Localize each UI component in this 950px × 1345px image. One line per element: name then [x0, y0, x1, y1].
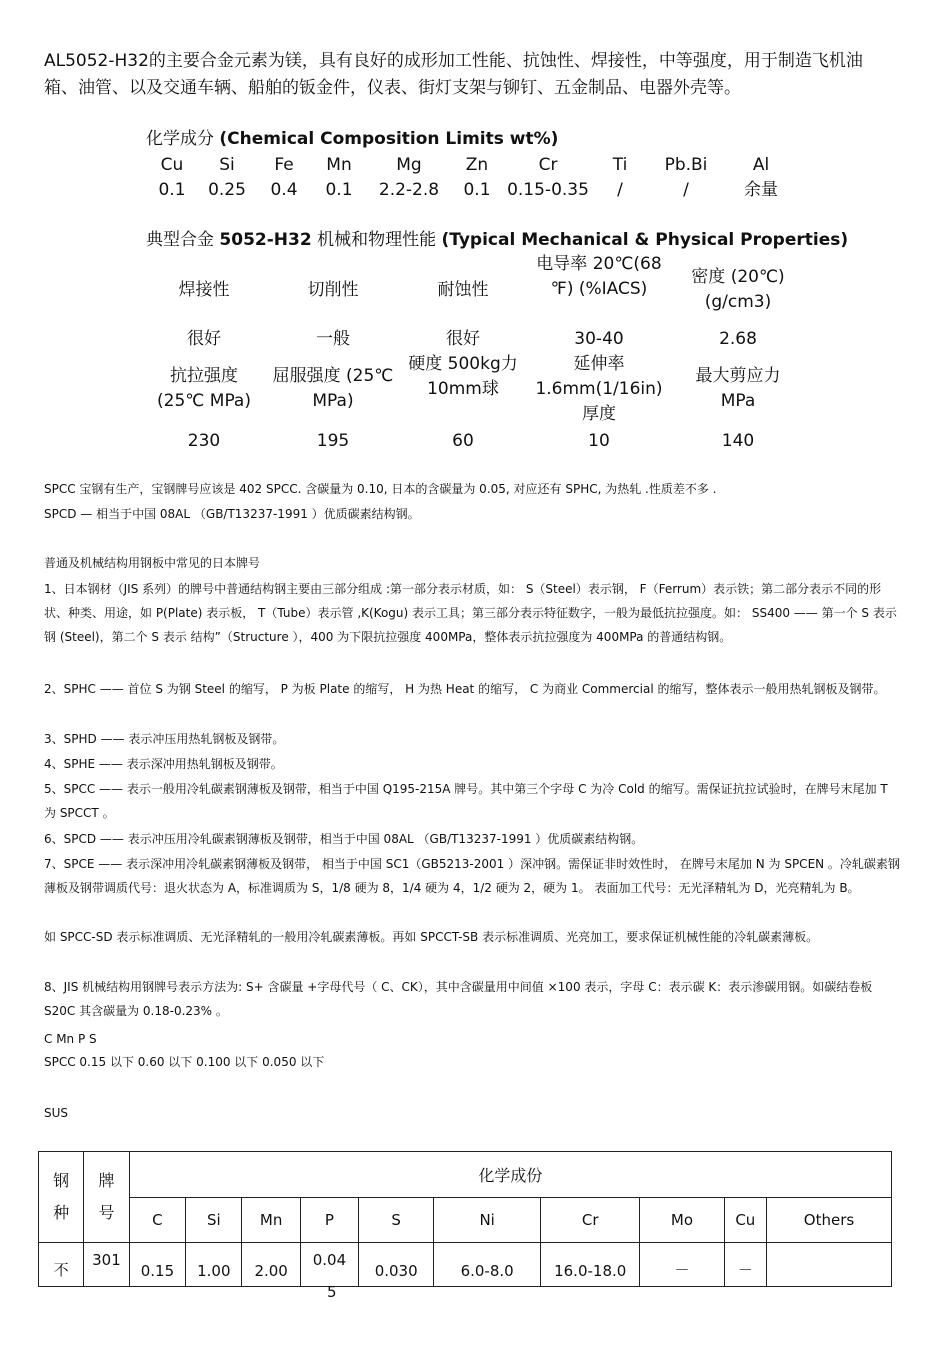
- sus-value-cell: 6.0-8.0: [434, 1243, 541, 1287]
- note-spcd: SPCD — 相当于中国 08AL （GB/T13237-1991 ）优质碳素结构钢。: [44, 507, 420, 521]
- mech-title-alloy: 5052-H32: [219, 230, 312, 250]
- mech-title-en: (Typical Mechanical & Physical Properties): [441, 230, 849, 250]
- mech-value-cell: 195: [316, 431, 350, 451]
- mech-value-cell: 一般: [316, 329, 350, 349]
- mech-value-cell: 10: [588, 431, 610, 451]
- chem-header-cell: Al: [752, 155, 770, 175]
- jis-item-5: 5、SPCC —— 表示一般用冷轧碳素钢薄板及钢带，相当于中国 Q195-215A 牌号。其中第三个字母 C 为冷 Cold 的缩写。需保证抗拉试验时，在牌号末尾加 T 为 SPCCT 。: [44, 782, 888, 820]
- sus-data-row: [39, 1243, 892, 1287]
- sus-label: SUS: [44, 1106, 69, 1120]
- sus-value-cell: [767, 1243, 892, 1287]
- sus-value-cell: 0.04: [300, 1243, 358, 1287]
- sus-value-cell: 2.00: [242, 1243, 300, 1287]
- mech-header-cell: 密度 (20℃)(g/cm3): [691, 267, 785, 312]
- jis-item-6: 6、SPCD —— 表示冲压用冷轧碳素钢薄板及钢带，相当于中国 08AL （GB/T13237-1991 ）优质碳素结构钢。: [44, 832, 644, 846]
- sus-header-steel: 钢种: [39, 1152, 84, 1243]
- chem-header-cell: Si: [219, 155, 235, 175]
- chem-header-cell: Cr: [538, 155, 558, 175]
- sus-value-cell: 16.0-18.0: [541, 1243, 640, 1287]
- sus-column-header: Mn: [242, 1198, 300, 1243]
- cmnps-header: C Mn P S: [44, 1032, 97, 1046]
- mech-title: [146, 229, 848, 251]
- mech-header-cell: 屈服强度 (25℃ MPa): [272, 366, 394, 411]
- mech-value-cell: 很好: [187, 329, 221, 349]
- sus-column-header: Cu: [724, 1198, 766, 1243]
- sus-value-cell: 0.030: [359, 1243, 434, 1287]
- sus-column-header: Others: [767, 1198, 892, 1243]
- mech-header-cell: 延伸率 1.6mm(1/16in)厚度: [535, 354, 663, 424]
- chem-header-cell: Mn: [326, 155, 352, 175]
- chem-value-cell: 0.1: [463, 180, 491, 200]
- mech-title-pre: 典型合金: [146, 230, 214, 250]
- sus-column-header: Ni: [434, 1198, 541, 1243]
- mech-title-cn: 机械和物理性能: [317, 230, 437, 250]
- sus-column-header: C: [129, 1198, 185, 1243]
- sus-column-header: Si: [186, 1198, 242, 1243]
- sus-header-grade: 牌号: [84, 1152, 130, 1243]
- chem-value-cell: /: [683, 180, 689, 200]
- chem-value-cell: 0.4: [270, 180, 298, 200]
- chem-value-cell: 0.15-0.35: [507, 180, 589, 200]
- mech-header-cell: 硬度 500kg力10mm球: [408, 354, 518, 399]
- jis-item-7: 7、SPCE —— 表示深冲用冷轧碳素钢薄板及钢带， 相当于中国 SC1（GB5213-2001 ）深冲钢。需保证非时效性时， 在牌号末尾加 N 为 SPCEN 。冷轧碳素钢薄板及钢带调质代号：退火状态为 A，标准调质为 S，1/8 硬为 8，1/4 硬为 4，1/2 硬为 2，硬为 1。 表面加工代号：无光泽精轧为 D，光亮精轧为 B。: [44, 857, 900, 895]
- chem-header-cell: Mg: [396, 155, 422, 175]
- jis-item-1: 1、日本钢材（JIS 系列）的牌号中普通结构钢主要由三部分组成 :第一部分表示材质，如： S（Steel）表示钢， F（Ferrum）表示铁；第二部分表示不同的形状、种类、用途，如 P(Plate) 表示板， T（Tube）表示管 ,K(Kogu) 表示工具；第三部分表示特征数字，一般为最低抗拉强度。如： SS400 —— 第一个 S 表示钢 (Steel)，第二个 S 表示 结构”（Structure ），400 为下限抗拉强度 400MPa，整体表示抗拉强度为 400MPa 的普通结构钢。: [44, 582, 897, 644]
- jis-item-8: 8、JIS 机械结构用钢牌号表示方法为: S+ 含碳量 +字母代号（ C、CK），其中含碳量用中间值 ×100 表示，字母 C：表示碳 K：表示渗碳用钢。如碳结卷板 S20C 其含碳量为 0.18-0.23% 。: [44, 980, 873, 1018]
- sus-column-header: P: [300, 1198, 358, 1243]
- mech-header-cell: 抗拉强度 (25℃ MPa): [157, 366, 251, 411]
- chem-header-cell: Fe: [274, 155, 294, 175]
- chem-value-cell: 2.2-2.8: [378, 180, 440, 200]
- sus-value-cell: 0.15: [129, 1243, 185, 1287]
- sus-cell-grade: 301: [84, 1243, 130, 1287]
- mech-value-cell: 30-40: [574, 329, 624, 349]
- chem-header-cell: Ti: [612, 155, 628, 175]
- cmnps-row: SPCC 0.15 以下 0.60 以下 0.100 以下 0.050 以下: [44, 1055, 325, 1069]
- chem-value-cell: /: [617, 180, 623, 200]
- chem-title: [146, 128, 558, 150]
- chem-value-cell: 0.1: [325, 180, 353, 200]
- mech-header-cell: 耐蚀性: [437, 280, 489, 300]
- jis-item-3: 3、SPHD —— 表示冲压用热轧钢板及钢带。: [44, 732, 285, 746]
- sus-column-row: [39, 1198, 892, 1243]
- mech-header-cell: 切削性: [307, 280, 359, 300]
- sus-value-cell: 1.00: [186, 1243, 242, 1287]
- intro-paragraph: AL5052-H32的主要合金元素为镁，具有良好的成形加工性能、抗蚀性、焊接性，中等强度，用于制造飞机油箱、油管、以及交通车辆、船舶的钣金件，仪表、街灯支架与铆钉、五金制品、电器外壳等。: [44, 51, 863, 98]
- sus-value-cell: －: [640, 1243, 724, 1287]
- mech-value-cell: 140: [721, 431, 755, 451]
- mech-header-cell: 焊接性: [178, 280, 230, 300]
- chem-header-cell: Zn: [465, 155, 489, 175]
- jis-item-2: 2、SPHC —— 首位 S 为钢 Steel 的缩写， P 为板 Plate 的缩写， H 为热 Heat 的缩写， C 为商业 Commercial 的缩写，整体表示一般用热轧钢板及钢带。: [44, 682, 886, 696]
- chem-header-cell: Pb.Bi: [664, 155, 708, 175]
- mech-header-cell: 电导率 20℃(68 ℉) (%IACS): [536, 254, 662, 299]
- mech-value-cell: 很好: [446, 329, 480, 349]
- sus-column-header: Mo: [640, 1198, 724, 1243]
- sus-cell-steel: 不: [39, 1243, 84, 1287]
- chem-header-cell: Cu: [160, 155, 184, 175]
- mech-value-cell: 230: [187, 431, 221, 451]
- sus-column-header: S: [359, 1198, 434, 1243]
- jis-item-4: 4、SPHE —— 表示深冲用热轧钢板及钢带。: [44, 757, 283, 771]
- sus-value-cell: －: [724, 1243, 766, 1287]
- chem-value-cell: 余量: [744, 180, 778, 200]
- jis-title: 普通及机械结构用钢板中常见的日本牌号: [44, 556, 261, 570]
- mech-header-cell: 最大剪应力 MPa: [695, 366, 781, 411]
- sus-table: [38, 1151, 892, 1287]
- overflow-digit: 5: [327, 1283, 337, 1301]
- mech-value-cell: 2.68: [719, 329, 757, 349]
- sus-column-header: Cr: [541, 1198, 640, 1243]
- chem-title-en: (Chemical Composition Limits wt%): [219, 129, 559, 149]
- chem-title-cn: 化学成分: [146, 129, 214, 149]
- chem-value-cell: 0.25: [208, 180, 246, 200]
- sus-header-chem: 化学成份: [129, 1152, 891, 1198]
- jis-item-7-example: 如 SPCC-SD 表示标准调质、无光泽精轧的一般用冷轧碳素薄板。再如 SPCCT-SB 表示标准调质、光亮加工，要求保证机械性能的冷轧碳素薄板。: [44, 930, 819, 944]
- chem-value-cell: 0.1: [158, 180, 186, 200]
- mech-value-cell: 60: [452, 431, 474, 451]
- note-spcc: SPCC 宝钢有生产，宝钢牌号应该是 402 SPCC. 含碳量为 0.10, 日本的含碳量为 0.05, 对应还有 SPHC, 为热轧 .性质差不多 .: [44, 482, 717, 496]
